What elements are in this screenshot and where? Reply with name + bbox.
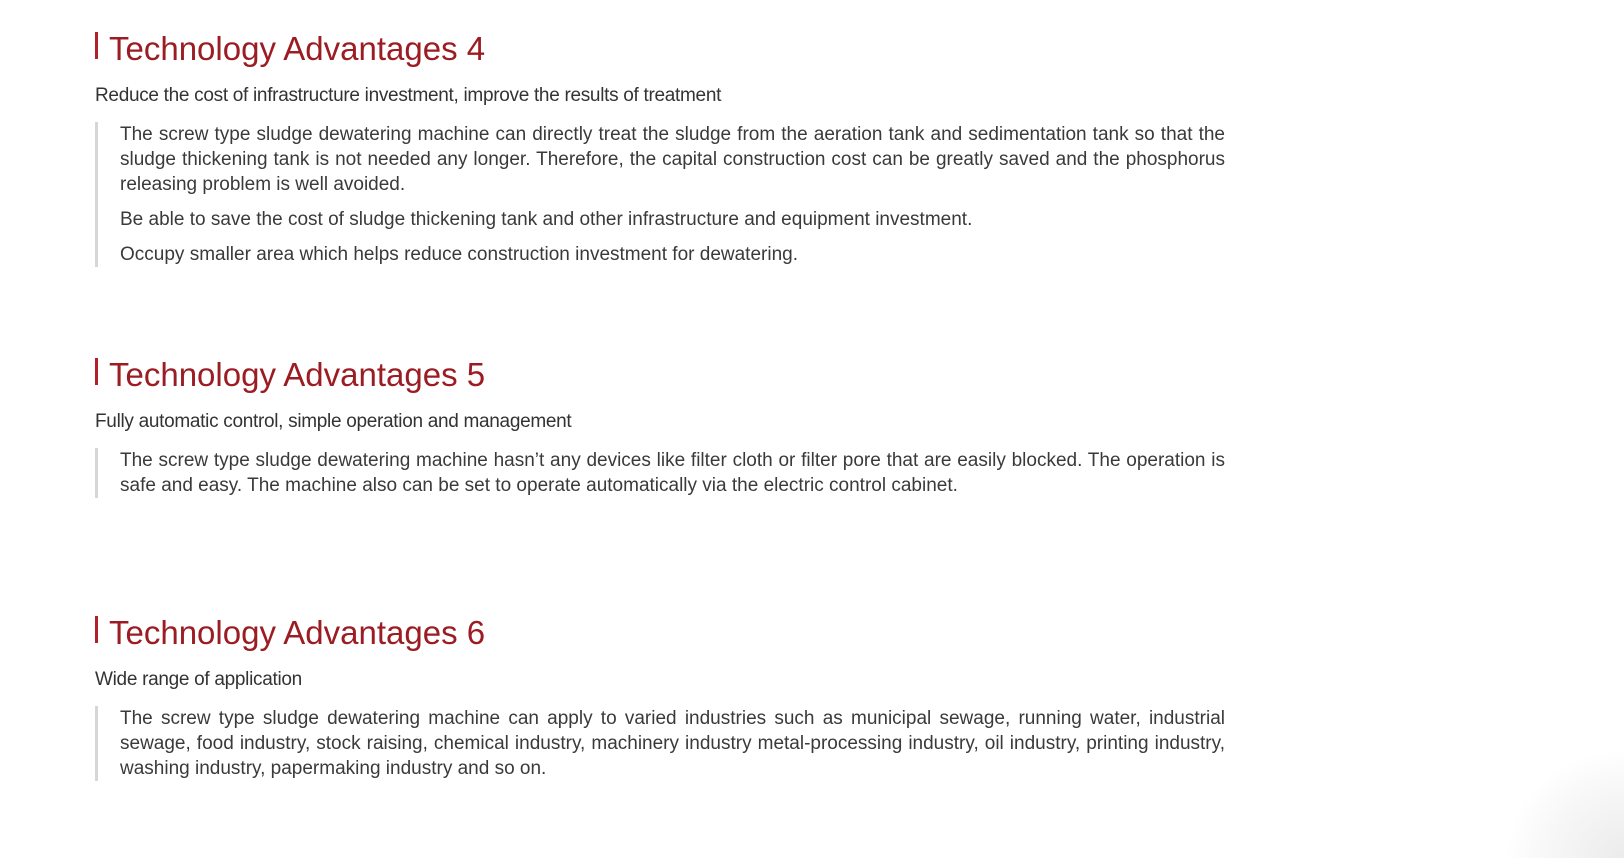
section-body: [95, 122, 1225, 267]
section-technology-advantages-6: [95, 614, 1225, 781]
body-paragraph: The screw type sludge dewatering machine can apply to varied industries such as municipal sewage, running water, industrial sewage, food industry, stock raising, chemical industry, machinery industry metal-processing industry, oil industry, printing industry, washing industry, papermaking industry and so on.: [120, 708, 1225, 779]
section-body: [95, 706, 1225, 781]
section-title-text: Technology Advantages 5: [109, 356, 486, 393]
section-title-text: Technology Advantages 4: [109, 30, 486, 67]
section-title: [95, 614, 1225, 652]
body-paragraph: The screw type sludge dewatering machine can directly treat the sludge from the aeration tank and sedimentation tank so that the sludge thickening tank is not needed any longer. Therefore, the capital construction cost can be greatly saved and the phosphorus releasing problem is well avoided.: [120, 124, 1225, 195]
section-body: [95, 448, 1225, 498]
section-title: [95, 356, 1225, 394]
body-paragraph: Be able to save the cost of sludge thickening tank and other infrastructure and equipment investment.: [120, 209, 973, 230]
title-accent-bar: [95, 616, 98, 643]
page-corner-shadow: [1504, 748, 1624, 858]
section-subtitle: Reduce the cost of infrastructure investment, improve the results of treatment: [95, 85, 722, 106]
section-technology-advantages-5: [95, 356, 1225, 498]
body-paragraph: The screw type sludge dewatering machine hasn’t any devices like filter cloth or filter pore that are easily blocked. The operation is safe and easy. The machine also can be set to operate automatically via the electric control cabinet.: [120, 450, 1225, 496]
section-title-text: Technology Advantages 6: [109, 614, 486, 651]
section-title: [95, 30, 1225, 68]
body-paragraph: Occupy smaller area which helps reduce construction investment for dewatering.: [120, 244, 798, 265]
title-accent-bar: [95, 32, 98, 59]
title-accent-bar: [95, 358, 98, 385]
section-subtitle: Wide range of application: [95, 669, 302, 690]
section-technology-advantages-4: [95, 30, 1225, 267]
section-subtitle: Fully automatic control, simple operation and management: [95, 411, 572, 432]
